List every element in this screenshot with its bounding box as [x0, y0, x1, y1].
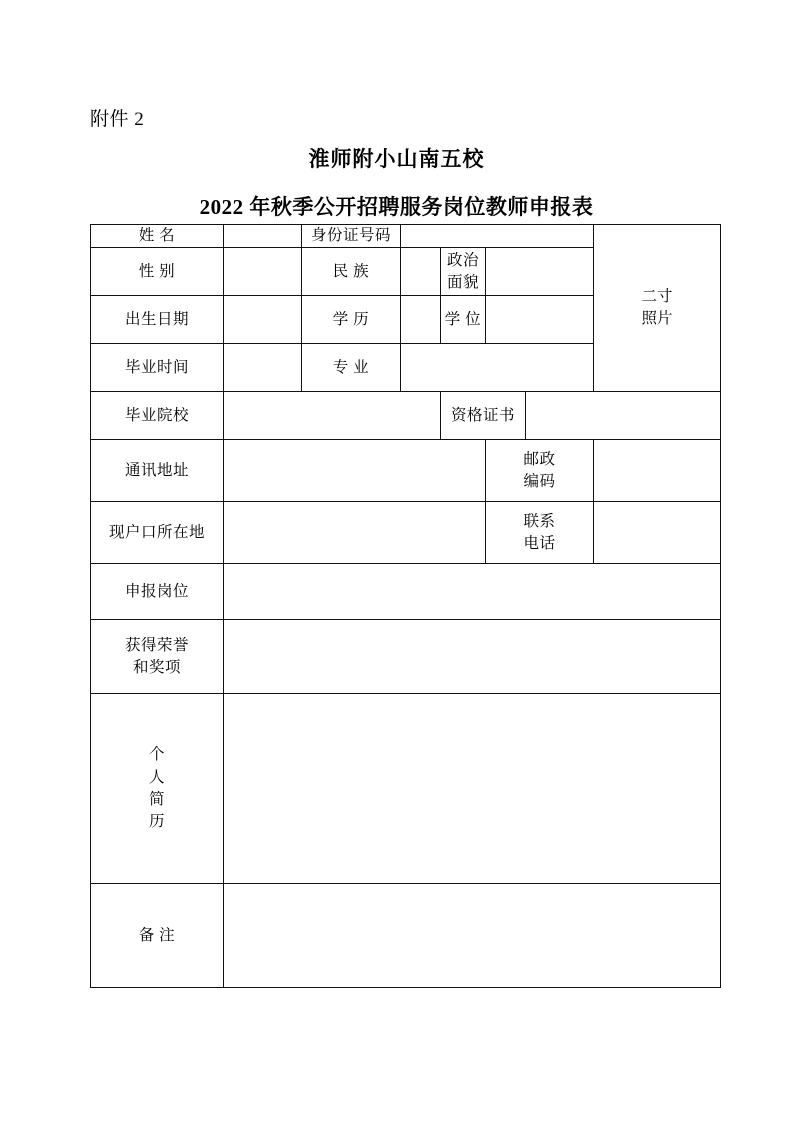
- field-qualification-certificate[interactable]: [526, 392, 721, 440]
- label-degree: 学 位: [441, 296, 486, 344]
- field-gender[interactable]: [224, 248, 302, 296]
- label-political-status-line1: 政治: [446, 251, 479, 269]
- field-degree[interactable]: [486, 296, 594, 344]
- label-graduation-school: 毕业院校: [91, 392, 224, 440]
- field-postal-code[interactable]: [594, 440, 721, 502]
- photo-label-line1: 二寸: [641, 287, 673, 305]
- field-remarks[interactable]: [224, 884, 721, 988]
- label-graduation-time: 毕业时间: [91, 344, 224, 392]
- table-row-school: [91, 392, 721, 440]
- label-gender: 性 别: [91, 248, 224, 296]
- label-honors-line1: 获得荣誉: [124, 636, 189, 654]
- field-resume[interactable]: [224, 694, 721, 884]
- field-ethnicity[interactable]: [401, 248, 441, 296]
- field-applied-position[interactable]: [224, 564, 721, 620]
- attachment-label: 附件 2: [90, 109, 145, 130]
- label-postal-code-line1: 邮政: [523, 450, 556, 468]
- label-resume-char-2: 简: [148, 790, 165, 808]
- field-political-status[interactable]: [486, 248, 594, 296]
- application-form-table: [90, 224, 721, 988]
- table-row-applied-position: [91, 564, 721, 620]
- label-political-status-line2: 面貌: [446, 273, 479, 291]
- label-postal-code-line2: 编码: [523, 472, 556, 490]
- field-birth-date[interactable]: [224, 296, 302, 344]
- field-mailing-address[interactable]: [224, 440, 486, 502]
- table-row-household: [91, 502, 721, 564]
- document-title-line2: 2022 年秋季公开招聘服务岗位教师申报表: [199, 195, 594, 219]
- table-row-name: [91, 225, 721, 248]
- label-postal-code: [486, 440, 594, 502]
- label-birth-date: 出生日期: [91, 296, 224, 344]
- label-id-number: 身份证号码: [302, 225, 401, 248]
- field-household-registration[interactable]: [224, 502, 486, 564]
- label-name: 姓 名: [91, 225, 224, 248]
- field-contact-phone[interactable]: [594, 502, 721, 564]
- label-ethnicity: 民 族: [302, 248, 401, 296]
- label-contact-phone: [486, 502, 594, 564]
- label-household-registration: 现户口所在地: [91, 502, 224, 564]
- photo-label-line2: 照片: [641, 310, 673, 328]
- field-honors[interactable]: [224, 620, 721, 694]
- label-resume-char-1: 人: [148, 768, 165, 786]
- label-resume-char-3: 历: [148, 813, 165, 831]
- table-row-remarks: [91, 884, 721, 988]
- label-resume: [91, 694, 224, 884]
- field-graduation-school[interactable]: [224, 392, 441, 440]
- field-education[interactable]: [401, 296, 441, 344]
- label-applied-position: 申报岗位: [91, 564, 224, 620]
- label-political-status: [441, 248, 486, 296]
- label-honors: [91, 620, 224, 694]
- photo-placeholder[interactable]: [594, 225, 721, 392]
- field-graduation-time[interactable]: [224, 344, 302, 392]
- label-honors-line2: 和奖项: [132, 658, 181, 676]
- table-row-address: [91, 440, 721, 502]
- table-row-honors: [91, 620, 721, 694]
- field-major[interactable]: [401, 344, 594, 392]
- field-name[interactable]: [224, 225, 302, 248]
- label-major: 专 业: [302, 344, 401, 392]
- label-qualification-certificate: 资格证书: [441, 392, 526, 440]
- label-remarks: 备 注: [91, 884, 224, 988]
- document-title-line1: 淮师附小山南五校: [308, 147, 485, 171]
- table-row-resume: [91, 694, 721, 884]
- label-contact-phone-line1: 联系: [523, 512, 556, 530]
- label-resume-char-0: 个: [148, 746, 165, 764]
- label-mailing-address: 通讯地址: [91, 440, 224, 502]
- field-id-number[interactable]: [401, 225, 594, 248]
- label-contact-phone-line2: 电话: [523, 534, 556, 552]
- label-education: 学 历: [302, 296, 401, 344]
